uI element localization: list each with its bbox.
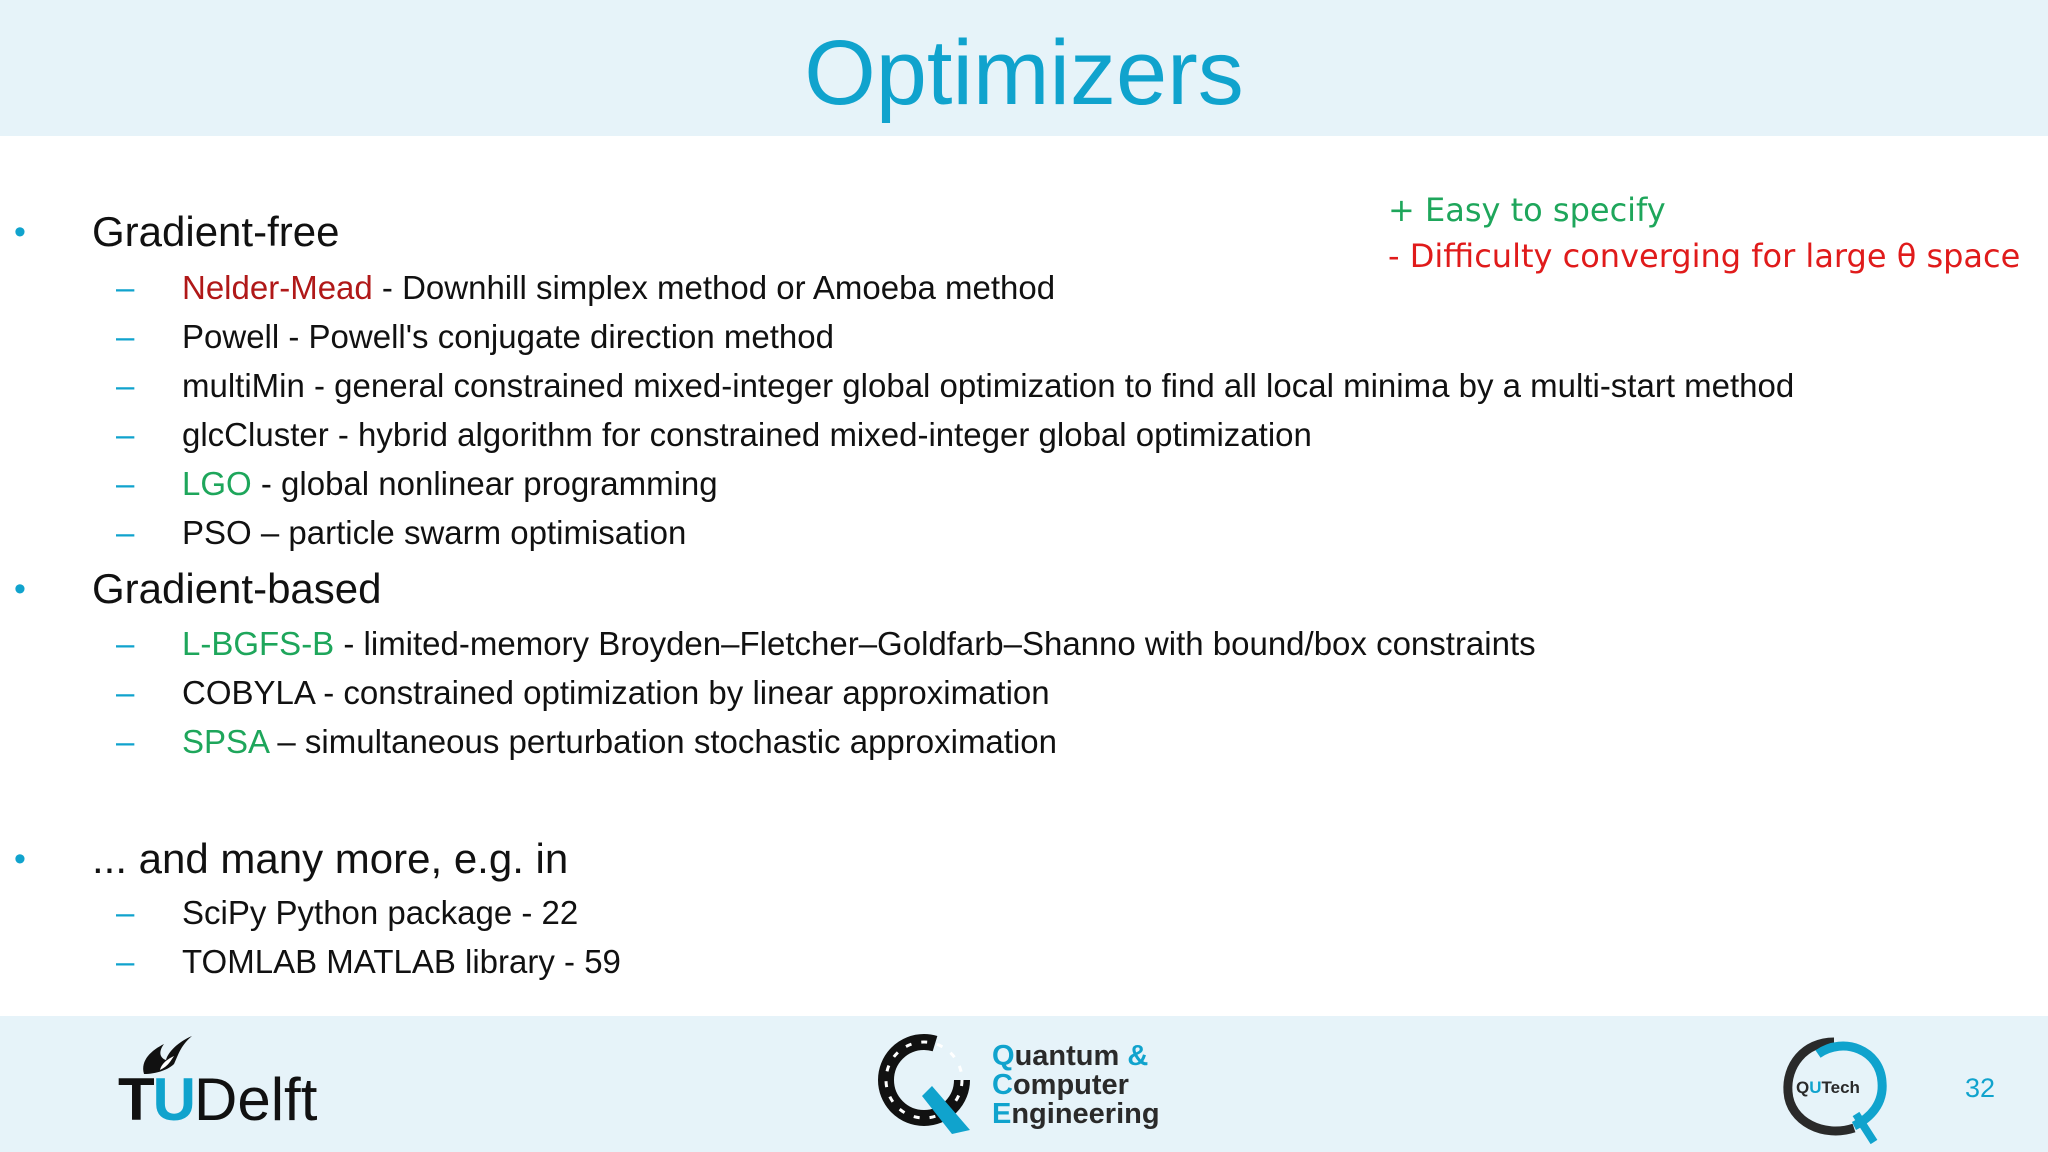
bullet-icon: •	[14, 213, 26, 251]
method-desc: - Downhill simplex method or Amoeba method	[372, 269, 1056, 306]
method-name: SPSA	[182, 723, 269, 760]
note-con: - Difficulty converging for large θ space	[1388, 237, 2021, 275]
method-desc: – particle swarm optimisation	[251, 514, 687, 551]
qce-c: C	[992, 1069, 1013, 1101]
bullet-icon: •	[14, 570, 26, 608]
method-name: Powell	[182, 318, 280, 355]
method-name: multiMin	[182, 367, 305, 404]
section-heading: ... and many more, e.g. in	[92, 835, 569, 882]
dash-icon: –	[116, 943, 135, 980]
qce-line3: ngineering	[1011, 1098, 1160, 1130]
tudelft-wordmark	[118, 1066, 318, 1133]
method-name: TOMLAB MATLAB library	[182, 943, 555, 980]
qutech-q: Q	[1796, 1078, 1810, 1097]
method-name: LGO	[182, 465, 252, 502]
dash-icon: –	[116, 318, 135, 355]
method-name: COBYLA	[182, 674, 315, 711]
qce-line2: omputer	[1012, 1069, 1129, 1101]
delft-text: Delft	[194, 1066, 318, 1133]
method-desc: – simultaneous perturbation stochastic approximation	[268, 723, 1057, 760]
method-desc: - global nonlinear programming	[251, 465, 718, 502]
qutech-logo	[1774, 1026, 1894, 1146]
tudelft-logo	[118, 1030, 358, 1133]
method-name: SciPy Python package	[182, 894, 513, 931]
qutech-tech: Tech	[1821, 1078, 1860, 1097]
dash-icon: –	[116, 723, 135, 760]
qce-q: Q	[992, 1040, 1015, 1072]
dash-icon: –	[116, 514, 135, 551]
dash-icon: –	[116, 674, 135, 711]
method-desc: - hybrid algorithm for constrained mixed-integer global optimization	[328, 416, 1312, 453]
qutech-wordmark	[1796, 1078, 1860, 1098]
method-name: glcCluster	[182, 416, 329, 453]
method-desc: - constrained optimization by linear approximation	[314, 674, 1050, 711]
method-desc: - limited-memory Broyden–Fletcher–Goldfarb–Shanno with bound/box constraints	[334, 625, 1536, 662]
qce-e: E	[992, 1098, 1012, 1130]
method-desc: - 22	[512, 894, 579, 931]
dash-icon: –	[116, 465, 135, 502]
method-name: PSO	[182, 514, 252, 551]
dash-icon: –	[116, 416, 135, 453]
tu-t: T	[118, 1066, 153, 1133]
note-pro: + Easy to specify	[1388, 191, 1666, 229]
qce-amp: &	[1127, 1040, 1149, 1072]
dash-icon: –	[116, 269, 135, 306]
page-number: 32	[1964, 1073, 1996, 1103]
qce-wordmark	[992, 1042, 1160, 1129]
method-desc: - general constrained mixed-integer global optimization to find all local minima by a multi-start method	[304, 367, 1795, 404]
dash-icon: –	[116, 367, 135, 404]
qce-line1: uantum	[1014, 1040, 1128, 1072]
qce-logo	[874, 1030, 1194, 1140]
q-ring-icon	[874, 1030, 986, 1138]
method-name: L-BGFS-B	[182, 625, 335, 662]
method-name: Nelder-Mead	[182, 269, 373, 306]
qutech-u: U	[1809, 1078, 1822, 1097]
slide-title: Optimizers	[804, 22, 1244, 124]
tu-u: U	[152, 1066, 194, 1133]
method-desc: - 59	[554, 943, 621, 980]
dash-icon: –	[116, 894, 135, 931]
section-heading: Gradient-based	[92, 565, 382, 612]
method-desc: - Powell's conjugate direction method	[279, 318, 834, 355]
dash-icon: –	[116, 625, 135, 662]
bullet-icon: •	[14, 840, 26, 878]
section-heading: Gradient-free	[92, 208, 340, 255]
